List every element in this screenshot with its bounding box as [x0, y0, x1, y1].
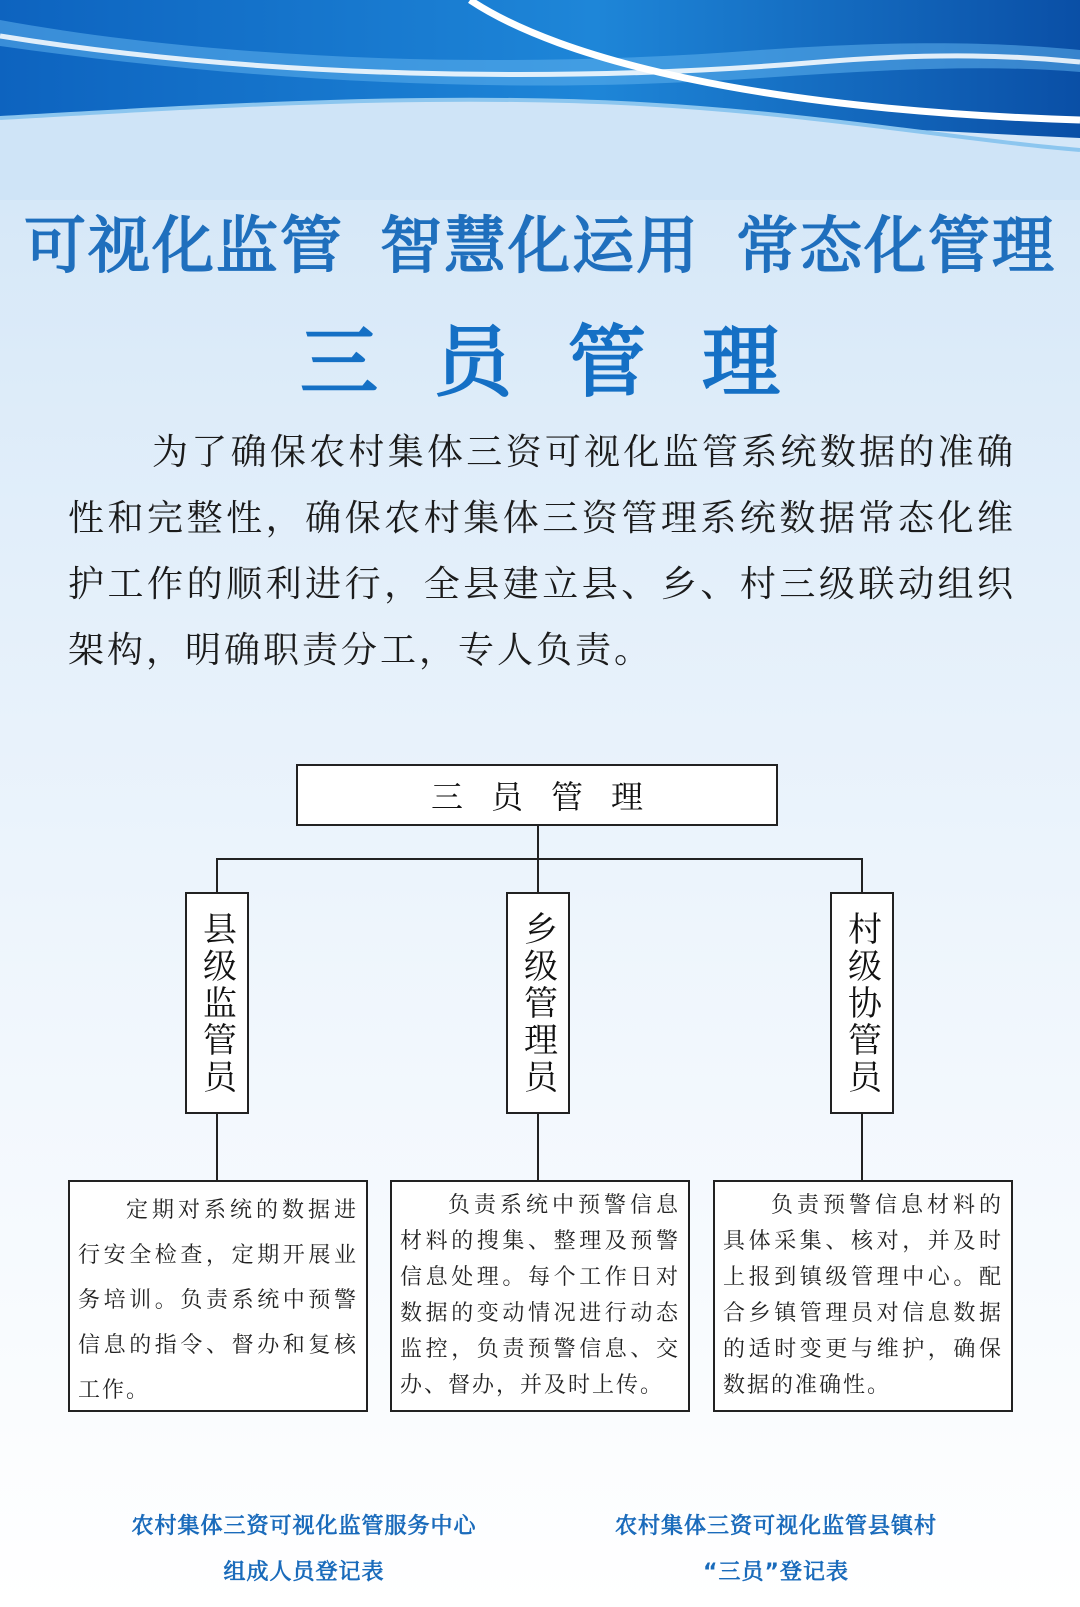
footer-left-caption	[84, 1504, 524, 1596]
main-title: 三员管理	[299, 318, 836, 408]
footer-right-line2: “三员”登记表	[703, 1560, 849, 1585]
connector-left-desc	[216, 1114, 218, 1180]
slogan-3: 常态化管理	[736, 209, 1057, 282]
footer-left-line2: 组成人员登记表	[223, 1560, 385, 1585]
connector-right-down	[861, 858, 863, 892]
village-assistant-duties: 负责预警信息材料的具体采集、核对，并及时上报到镇级管理中心。配合乡镇管理员对信息数据的适时变更与维护，确保数据的准确性。	[713, 1180, 1013, 1412]
footer-right-caption	[556, 1504, 996, 1596]
connector-right-desc	[861, 1114, 863, 1180]
connector-mid-desc	[537, 1114, 539, 1180]
org-root-box: 三员管理	[296, 764, 778, 826]
connector-root-down	[537, 826, 539, 860]
connector-mid-down	[537, 858, 539, 892]
connector-left-down	[216, 858, 218, 892]
header-wave-banner	[0, 0, 1080, 200]
intro-paragraph: 为了确保农村集体三资可视化监管系统数据的准确性和完整性，确保农村集体三资管理系统数据常态化维护工作的顺利进行，全县建立县、乡、村三级联动组织架构，明确职责分工，专人负责。	[68, 432, 1016, 671]
slogan-2: 智慧化运用	[379, 209, 700, 282]
footer-left-line1: 农村集体三资可视化监管服务中心	[131, 1514, 477, 1539]
county-supervisor-duties: 定期对系统的数据进行安全检查，定期开展业务培训。负责系统中预警信息的指令、督办和复核工作。	[68, 1180, 368, 1412]
township-manager-duties: 负责系统中预警信息材料的搜集、整理及预警信息处理。每个工作日对数据的变动情况进行动态监控，负责预警信息、交办、督办，并及时上传。	[390, 1180, 690, 1412]
township-manager-box: 乡级管理员	[506, 892, 570, 1114]
slogan-1: 可视化监管	[23, 209, 344, 282]
connector-horizontal	[216, 858, 863, 860]
slogan	[0, 196, 1080, 285]
footer-right-line1: 农村集体三资可视化监管县镇村	[614, 1514, 937, 1539]
village-assistant-box: 村级协管员	[830, 892, 894, 1114]
county-supervisor-box: 县级监管员	[185, 892, 249, 1114]
